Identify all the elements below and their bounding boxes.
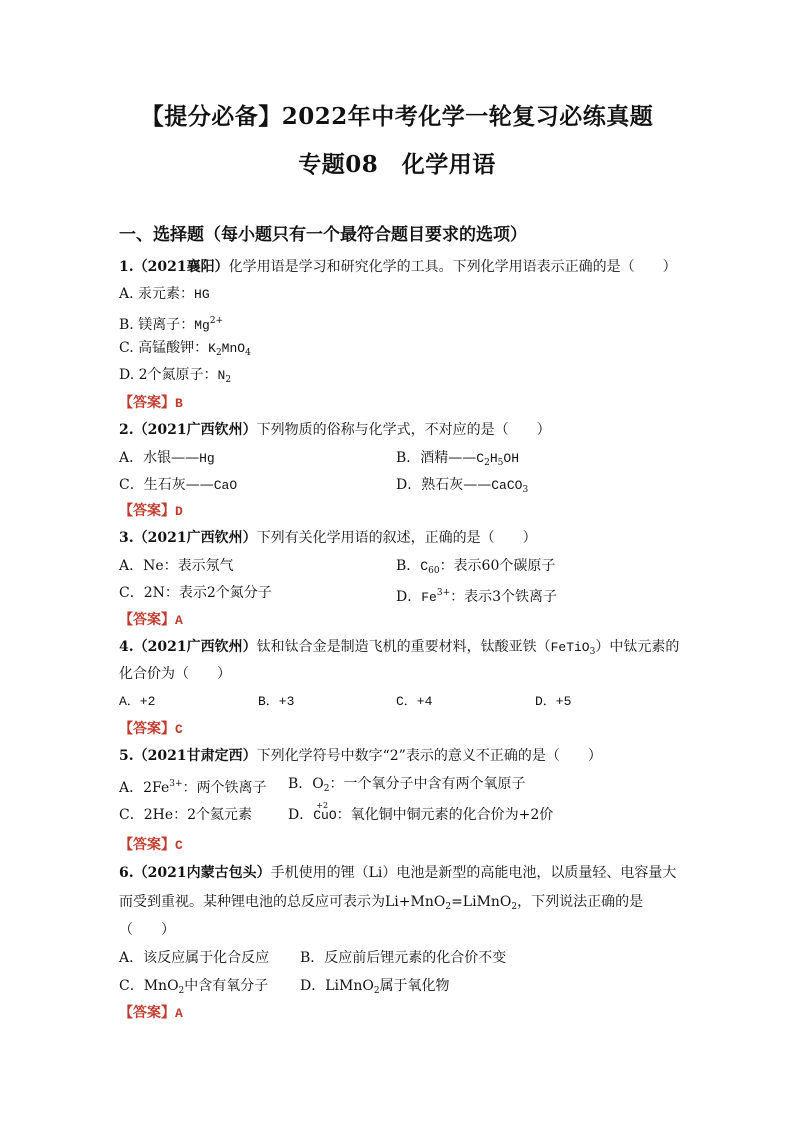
question-5-option-d: D． +2 CuO：氧化铜中铜元素的化合价为+2价 bbox=[288, 801, 554, 823]
question-2-option-b: B．酒精$——C_2H_5OH$ bbox=[396, 450, 519, 468]
question-6-option-a: A．该反应属于化合反应 bbox=[119, 950, 270, 966]
question-1-answer: 【答案】B bbox=[119, 395, 183, 411]
question-6-stem-end: （ ） bbox=[119, 922, 175, 938]
question-4-stem-cont: 化合价为（ ） bbox=[119, 666, 231, 682]
question-2-option-a: A．水银——Hg bbox=[119, 450, 215, 466]
question-5-stem: 5.（2021甘肃定西）下列化学符号中数字“2”表示的意义不正确的是（ ） bbox=[119, 748, 602, 764]
section-heading: 一、选择题（每小题只有一个最符合题目要求的选项） bbox=[119, 225, 527, 245]
document-title: 【提分必备】2022年中考化学一轮复习必练真题 bbox=[140, 103, 654, 130]
question-1-stem: 1.（2021襄阳）化学用语是学习和研究化学的工具。下列化学用语表示正确的是（ ） bbox=[119, 259, 677, 275]
document-subtitle: 专题08 化学用语 bbox=[298, 151, 496, 178]
question-4-answer: 【答案】C bbox=[119, 721, 183, 737]
question-3-option-b: B．$C_{60}$：表示60个碳原子 bbox=[396, 558, 556, 576]
question-6-option-b: B．反应前后锂元素的化合价不变 bbox=[300, 950, 507, 966]
question-2-answer: 【答案】D bbox=[119, 503, 183, 519]
question-4-option-c: C．+4 bbox=[396, 694, 433, 709]
question-6-option-c: C．MnO$_2$中含有氧分子 bbox=[119, 978, 269, 996]
question-2-stem: 2.（2021广西钦州）下列物质的俗称与化学式，不对应的是（ ） bbox=[119, 422, 551, 438]
question-2-option-c: C．生石灰——CaO bbox=[119, 477, 238, 493]
question-4-stem: 4.（2021广西钦州）钛和钛合金是制造飞机的重要材料，钛酸亚铁（FeTiO$_3$）中钛元素的 bbox=[119, 639, 680, 657]
question-5-option-a: A．$2Fe^{3+}$：两个铁离子 bbox=[119, 779, 267, 796]
question-1-option-b: B. 镁离子：$Mg^{2+}$ bbox=[119, 316, 224, 333]
question-1-option-d: D. 2个氮原子：$N_2$ bbox=[119, 367, 232, 385]
question-6-stem-cont: 而受到重视。某种锂电池的总反应可表示为Li+MnO$_2$=LiMnO$_2$，下列说法正确的是 bbox=[119, 894, 644, 912]
question-3-option-d: D．$Fe^{3+}$：表示3个铁离子 bbox=[396, 588, 558, 605]
question-4-option-b: B．+3 bbox=[258, 694, 295, 709]
question-3-answer: 【答案】A bbox=[119, 612, 183, 628]
question-2-option-d: D．熟石灰——CaCO$_3$ bbox=[396, 477, 529, 495]
question-3-stem: 3.（2021广西钦州）下列有关化学用语的叙述，正确的是（ ） bbox=[119, 530, 537, 546]
question-6-option-d: D．LiMnO$_2$属于氧化物 bbox=[300, 978, 450, 996]
question-4-option-a: A．+2 bbox=[119, 694, 156, 709]
question-1-option-a: A. 汞元素：HG bbox=[119, 286, 210, 302]
question-5-option-c: C．2He：2个氦元素 bbox=[119, 807, 253, 823]
question-6-stem: 6.（2021内蒙古包头）手机使用的锂（Li）电池是新型的高能电池，以质量轻、电容量大 bbox=[119, 865, 677, 881]
question-1-option-c: C. 高锰酸钾：$K_2MnO_4$ bbox=[119, 340, 251, 358]
valence-cuo: +2 CuO bbox=[313, 801, 337, 823]
question-3-option-a: A．Ne：表示氖气 bbox=[119, 558, 234, 574]
question-5-option-b: B．$O_2$：一个氧分子中含有两个氧原子 bbox=[288, 776, 526, 794]
question-5-answer: 【答案】C bbox=[119, 837, 183, 853]
question-3-option-c: C．2N：表示2个氮分子 bbox=[119, 585, 272, 601]
question-6-answer: 【答案】A bbox=[119, 1005, 183, 1021]
question-4-option-d: D．+5 bbox=[535, 694, 572, 709]
